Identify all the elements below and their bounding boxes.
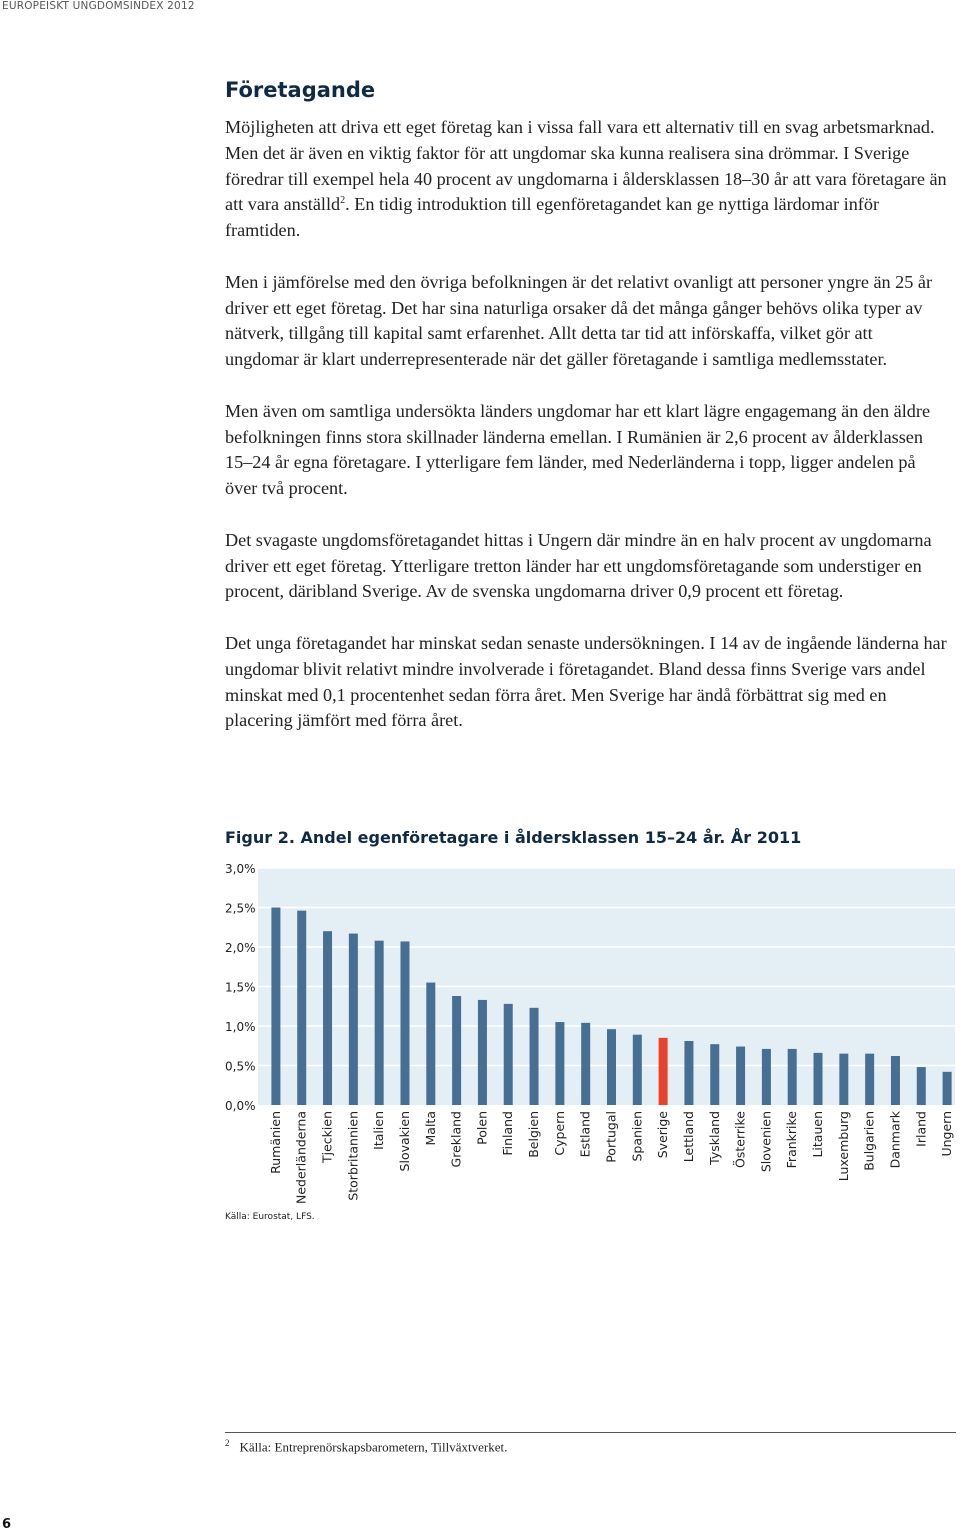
footnote-number: 2	[225, 1438, 230, 1448]
x-tick-label: Österrike	[732, 1111, 748, 1168]
bar-belgien	[530, 1008, 539, 1105]
footnote	[225, 1438, 507, 1455]
bar-tjeckien	[323, 931, 332, 1105]
bar-malta	[426, 983, 435, 1105]
bar-rumänien	[271, 908, 280, 1106]
chart-source: Källa: Eurostat, LFS.	[225, 1212, 315, 1222]
bar-lettland	[684, 1041, 693, 1105]
x-tick-label: Ungern	[939, 1111, 955, 1157]
x-tick-label: Belgien	[526, 1111, 542, 1158]
paragraph-text: Möjligheten att driva ett eget företag kan i vissa fall vara ett alternativ till en svag arbetsmarknad. Men det är även en viktig faktor för att ungdomar ska kunna realisera sina drömmar. I Sverige föredrar till exempel hela 40 procent av ungdomarna i åldersklassen 18–30 år att vara företagare än att vara anställd	[225, 117, 947, 215]
bar-danmark	[891, 1056, 900, 1105]
paragraph	[225, 399, 950, 502]
paragraph-text: Men i jämförelse med den övriga befolkningen är det relativt ovanligt att personer yngre än 25 år driver ett eget företag. Det har sina naturliga orsaker då det många gånger behövs olika typer av nätverk, tillgång till kapital samt erfarenhet. Allt detta tar tid att införskaffa, vilket gör att ungdomar är klart underrepresenterade när det gäller företagande i samtliga medlemsstater.	[225, 271, 933, 370]
bar-chart	[0, 850, 960, 1210]
x-tick-label: Portugal	[603, 1111, 619, 1163]
page-number: 6	[2, 1517, 12, 1532]
y-tick-label: 1,5%	[225, 980, 256, 995]
paragraph-text: Men även om samtliga undersökta länders ungdomar har ett klart lägre engagemang än den äldre befolkningen finns stora skillnader länderna emellan. I Rumänien är 2,6 procent av ålderklassen 15–24 år egna företagare. I ytterligare fem länder, med Nederländerna i topp, ligger andelen på över två procent.	[225, 400, 931, 499]
x-tick-label: Litauen	[810, 1111, 826, 1158]
x-tick-label: Slovakien	[396, 1111, 412, 1172]
bar-estland	[581, 1023, 590, 1105]
bar-portugal	[607, 1029, 616, 1105]
y-tick-label: 0,5%	[225, 1059, 256, 1074]
bar-luxemburg	[839, 1054, 848, 1105]
x-tick-label: Finland	[500, 1111, 516, 1156]
x-tick-label: Bulgarien	[861, 1111, 877, 1171]
bar-bulgarien	[865, 1054, 874, 1105]
bar-grekland	[452, 996, 461, 1105]
x-tick-label: Tjeckien	[319, 1111, 335, 1163]
bar-österrike	[736, 1047, 745, 1105]
bar-italien	[375, 941, 384, 1105]
chart-grid	[258, 868, 955, 1105]
y-tick-label: 2,5%	[225, 901, 256, 916]
x-tick-label: Sverige	[655, 1111, 671, 1159]
bar-sverige	[659, 1038, 668, 1105]
bar-ungern	[943, 1072, 952, 1105]
paragraph	[225, 115, 950, 244]
bar-storbritannien	[349, 934, 358, 1105]
bar-tyskland	[710, 1044, 719, 1105]
x-tick-label: Slovenien	[758, 1111, 774, 1173]
x-tick-label: Polen	[474, 1111, 490, 1145]
paragraph	[225, 528, 950, 605]
paragraph-text: Det unga företagandet har minskat sedan senaste undersökningen. I 14 av de ingående länderna har ungdomar blivit relativt mindre involverade i företagandet. Bland dessa finns Sverige vars andel minskat med 0,1 procentenhet sedan förra året. Men Sverige har ändå förbättrat sig med en placering jämfört med förra året.	[225, 632, 947, 731]
x-tick-label: Luxemburg	[835, 1111, 851, 1182]
paragraph-text: Det svagaste ungdomsföretagandet hittas i Ungern där mindre än en halv procent av ungdomarna driver ett eget företag. Ytterligare tretton länder har ett ungdomsföretagande som understiger en procent, däribland Sverige. Av de svenska ungdomarna driver 0,9 procent ett företag.	[225, 529, 932, 602]
x-tick-label: Rumänien	[267, 1111, 283, 1174]
paragraph	[225, 270, 950, 373]
section-title: Företagande	[225, 78, 376, 102]
bar-frankrike	[788, 1049, 797, 1105]
bar-litauen	[814, 1053, 823, 1105]
x-tick-label: Malta	[422, 1111, 438, 1146]
bar-irland	[917, 1067, 926, 1105]
bar-nederländerna	[297, 911, 306, 1105]
x-tick-label: Tyskland	[706, 1111, 722, 1165]
footnote-ref: 2	[340, 195, 346, 207]
x-tick-label: Italien	[371, 1111, 387, 1150]
x-tick-label: Irland	[913, 1111, 929, 1147]
bar-slovenien	[762, 1049, 771, 1105]
x-tick-label: Cypern	[551, 1111, 567, 1156]
footnote-text: Källa: Entreprenörskapsbarometern, Tillväxtverket.	[239, 1439, 508, 1455]
x-tick-label: Spanien	[629, 1111, 645, 1162]
y-tick-label: 1,0%	[225, 1020, 256, 1034]
figure-title: Figur 2. Andel egenföretagare i åldersklassen 15–24 år. År 2011	[225, 828, 802, 847]
bar-slovakien	[400, 941, 409, 1105]
running-header: EUROPEISKT UNGDOMSINDEX 2012	[2, 0, 195, 12]
bar-spanien	[633, 1035, 642, 1105]
body-text	[225, 115, 950, 760]
y-tick-label: 3,0%	[225, 862, 256, 876]
paragraph-text: . En tidig introduktion till egenföretagandet kan ge nyttiga lärdomar inför framtiden.	[225, 194, 879, 241]
paragraph	[225, 631, 950, 734]
y-tick-label: 2,0%	[225, 941, 256, 955]
x-tick-label: Frankrike	[784, 1111, 800, 1169]
bar-cypern	[555, 1022, 564, 1105]
x-tick-label: Danmark	[887, 1111, 903, 1169]
x-tick-label: Nederländerna	[293, 1111, 309, 1204]
y-tick-label: 0,0%	[225, 1099, 256, 1113]
footnote-divider	[225, 1432, 956, 1433]
bar-polen	[478, 1000, 487, 1105]
x-tick-label: Estland	[577, 1111, 593, 1158]
x-tick-label: Lettland	[680, 1111, 696, 1163]
x-tick-label: Grekland	[448, 1111, 464, 1168]
x-tick-label: Storbritannien	[345, 1111, 361, 1201]
bar-finland	[504, 1004, 513, 1105]
